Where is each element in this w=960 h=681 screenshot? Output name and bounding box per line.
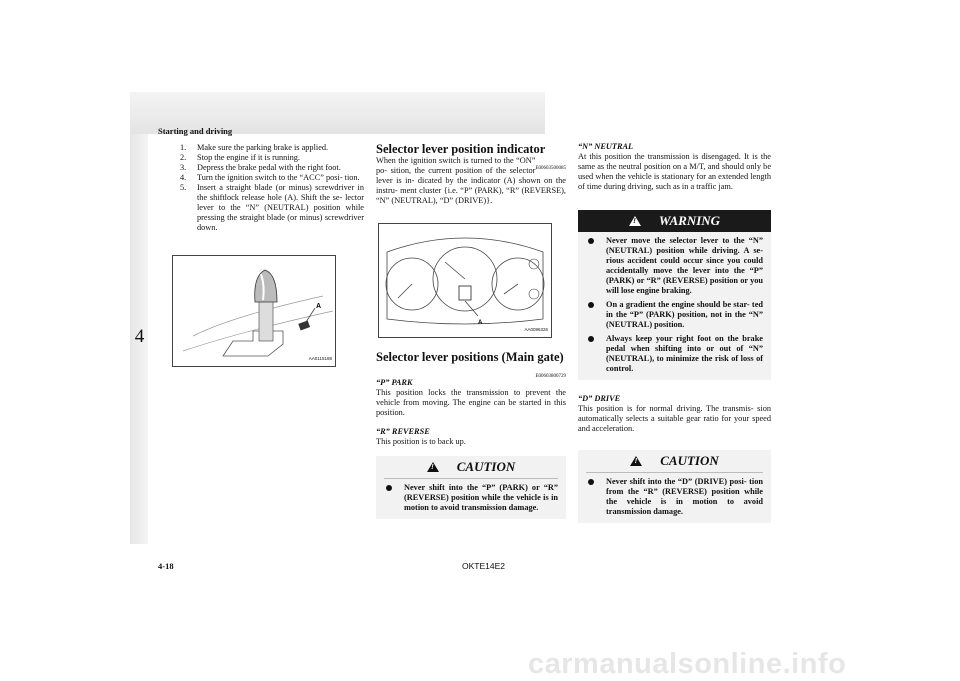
drive-heading: “D” DRIVE: [578, 394, 621, 403]
column-left: [176, 143, 364, 367]
bullet-icon: [588, 479, 594, 485]
warning-item: Always keep your right foot on the brake pedal when shifting into or out of “N” (NEUTRAL), to minimize the risk of loss of control.: [578, 334, 771, 374]
bullet-icon: [588, 238, 594, 244]
bullet-icon: [588, 336, 594, 342]
figure-code: AA0115188: [308, 356, 332, 361]
instrument-cluster-figure: [378, 223, 552, 338]
warning-triangle-icon: [629, 216, 641, 226]
instrument-cluster-illustration: [379, 224, 551, 337]
figure-code: AA0096326: [524, 327, 548, 332]
list-item: 5. Insert a straight blade (or minus) screwdriver in the shiftlock release hole (A). Shift the se- lector lever to the “N” (NEUTRAL) position while pressing the straight blade (or minus) screwdriver down.: [180, 183, 364, 232]
park-heading: “P” PARK: [376, 378, 413, 387]
caution-box: [376, 456, 566, 519]
section-title: Starting and driving: [158, 126, 233, 136]
reverse-text: This position is to back up.: [376, 437, 466, 446]
caution-item: Never shift into the “P” (PARK) or “R” (REVERSE) position while the vehicle is in motion to avoid transmission damage.: [376, 483, 566, 513]
reverse-heading: “R” REVERSE: [376, 427, 430, 436]
warning-item: On a gradient the engine should be star- ted in the “P” (PARK) position, not in the “N” (NEUTRAL) position.: [578, 300, 771, 330]
warning-box: [578, 210, 771, 380]
indicator-paragraph: When the ignition switch is turned to the “ON” po- sition, the current position of the selector lever is in- dicated by the indicator (A) shown on the instru- ment cluster {i.e. “P” (PARK), “R” (REVERSE), “N” (NEUTRAL), “D” (DRIVE)}.: [376, 156, 566, 205]
warning-item: Never move the selector lever to the “N” (NEUTRAL) position while driving. A se- rious accident could occur since you could accidentally move the lever into the “P” (PARK) or “R” (REVERSE) position or you will lose engine braking.: [578, 236, 771, 296]
column-middle: [376, 142, 566, 519]
watermark: carmanualsonline.info: [528, 648, 847, 680]
figure-label-a: A: [316, 303, 322, 310]
column-right: [578, 142, 771, 523]
warning-triangle-icon: [630, 456, 642, 466]
list-item: 4. Turn the ignition switch to the “ACC” posi- tion.: [180, 173, 360, 182]
figure-label-a: A: [478, 320, 483, 326]
heading-indicator: Selector lever position indicator E00603500085: [376, 142, 566, 171]
page-number: 4-18: [158, 561, 174, 571]
shift-lever-illustration: [173, 256, 335, 366]
list-item: 3. Depress the brake pedal with the right foot.: [180, 163, 341, 172]
list-item: 1. Make sure the parking brake is applied.: [180, 143, 329, 152]
drive-text: This position is for normal driving. The transmis- sion automatically selects a suitable gear ratio for your speed and acceleration.: [578, 404, 771, 433]
neutral-heading: “N” NEUTRAL: [578, 142, 634, 151]
heading-positions: Selector lever positions (Main gate) E00603800729: [376, 350, 566, 379]
neutral-text: At this position the transmission is disengaged. It is the same as the neutral position on a M/T, and should only be used when the vehicle is stationary for an extended length of time during driving, such as in a traffic jam.: [578, 152, 771, 191]
document-code: OKTE14E2: [462, 561, 505, 571]
warning-triangle-icon: [427, 462, 439, 472]
park-text: This position locks the transmission to prevent the vehicle from moving. The engine can be started in this position.: [376, 388, 566, 417]
list-item: 2. Stop the engine if it is running.: [180, 153, 301, 162]
shiftlock-figure: [172, 255, 336, 367]
steps-list: [176, 143, 364, 233]
caution-header: ! CAUTION: [586, 450, 763, 473]
caution-box: [578, 450, 771, 523]
bullet-icon: [588, 302, 594, 308]
warning-header: ! WARNING: [578, 210, 771, 232]
bullet-icon: [386, 485, 392, 491]
caution-header: ! CAUTION: [384, 456, 558, 479]
caution-item: Never shift into the “D” (DRIVE) posi- tion from the “R” (REVERSE) position while the vehicle is in motion to avoid transmission damage.: [578, 477, 771, 517]
chapter-number: 4: [134, 326, 145, 347]
